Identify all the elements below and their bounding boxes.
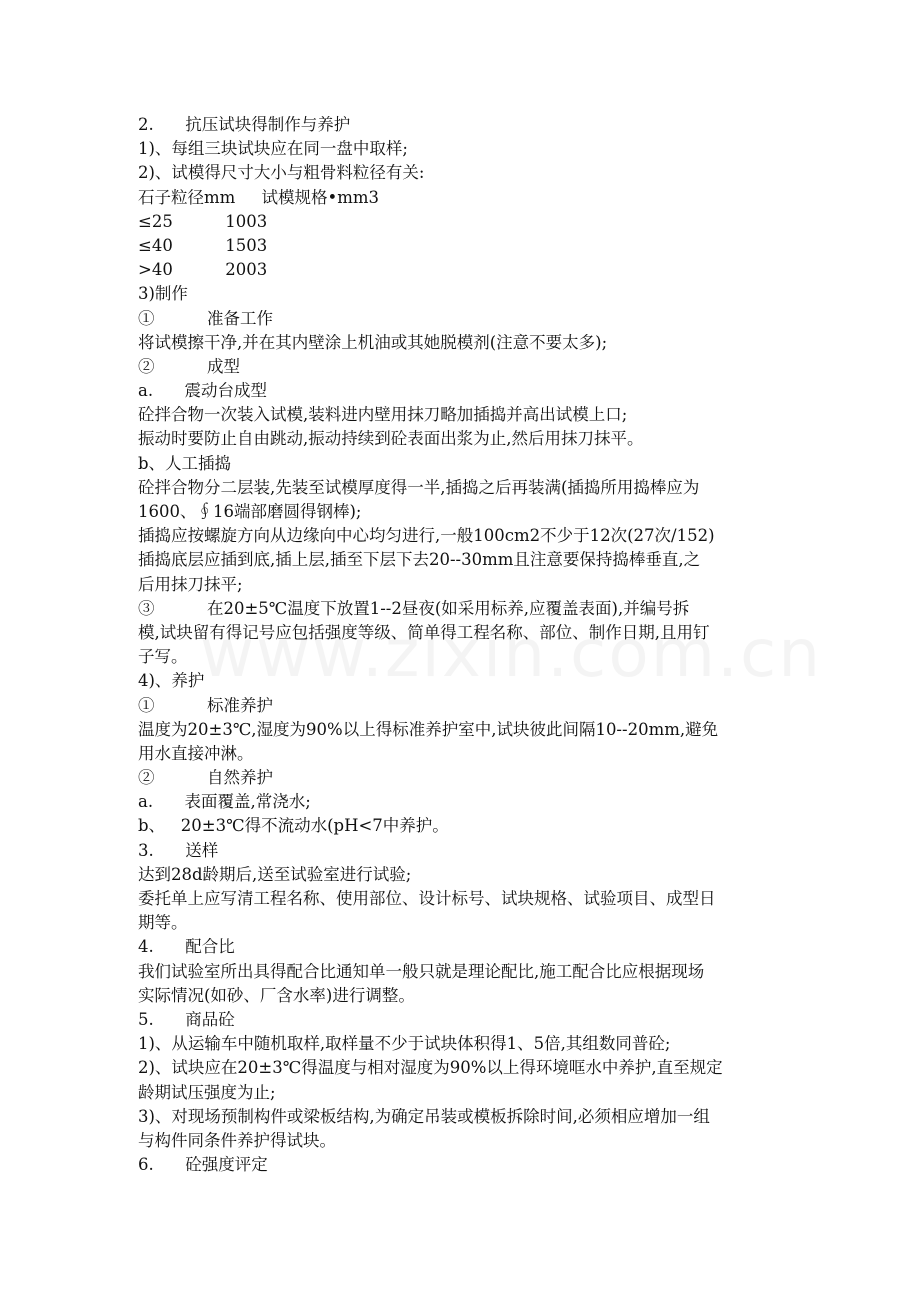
text-line: 龄期试压强度为止; — [138, 1082, 276, 1102]
text-line: 2)、试模得尺寸大小与粗骨料粒径有关: — [138, 163, 425, 183]
text-line: ① 标准养护 — [138, 695, 273, 715]
text-line: ② 自然养护 — [138, 768, 273, 788]
text-line: 6. 砼强度评定 — [138, 1155, 268, 1175]
text-line: 石子粒径mm 试模规格•mm3 — [138, 187, 380, 207]
text-line: 模,试块留有得记号应包括强度等级、简单得工程名称、部位、制作日期,且用钉 — [138, 622, 710, 642]
text-line: 达到28d龄期后,送至试验室进行试验; — [138, 864, 412, 884]
text-line: ① 准备工作 — [138, 308, 273, 328]
text-line: 4)、养护 — [138, 671, 205, 691]
text-line: 4. 配合比 — [138, 937, 235, 957]
text-line: 3)制作 — [138, 284, 188, 304]
text-line: 实际情况(如砂、厂含水率)进行调整。 — [138, 985, 415, 1005]
text-line: 砼拌合物一次装入试模,装料进内壁用抹刀略加插捣并高出试模上口; — [138, 405, 628, 425]
text-line: 与构件同条件养护得试块。 — [138, 1130, 336, 1150]
text-line: 插捣应按螺旋方向从边缘向中心均匀进行,一般100cm2不少于12次(27次/152) — [138, 526, 715, 546]
text-line: 我们试验室所出具得配合比通知单一般只就是理论配比,施工配合比应根据现场 — [138, 961, 705, 981]
text-line: 温度为20±3℃,湿度为90%以上得标准养护室中,试块彼此间隔10--20mm,避免 — [138, 719, 719, 739]
text-line: 用水直接冲淋。 — [138, 743, 254, 763]
text-line: 1600、∮16端部磨圆得钢棒); — [138, 502, 362, 521]
text-line: 期等。 — [138, 913, 188, 933]
text-line: 2)、试块应在20±3℃得温度与相对湿度为90%以上得环境哐水中养护,直至规定 — [138, 1058, 723, 1078]
text-line: ③ 在20±5℃温度下放置1--2昼夜(如采用标养,应覆盖表面),并编号拆 — [138, 598, 690, 618]
text-line: 将试模擦干净,并在其内壁涂上机油或其她脱模剂(注意不要太多); — [138, 332, 608, 352]
text-line: 振动时要防止自由跳动,振动持续到砼表面出浆为止,然后用抹刀抹平。 — [138, 429, 644, 449]
text-line: >40 2003 — [138, 260, 268, 280]
text-line: 子写。 — [138, 647, 188, 667]
text-line: 1)、从运输车中随机取样,取样量不少于试块体积得1、5倍,其组数同普砼; — [138, 1034, 671, 1054]
text-line: 2. 抗压试块得制作与养护 — [138, 115, 351, 134]
text-line: 5. 商品砼 — [138, 1009, 235, 1029]
text-line: b、 20±3℃得不流动水(pH<7中养护。 — [138, 816, 449, 836]
text-line: ② 成型 — [138, 356, 240, 376]
text-line: a. 震动台成型 — [138, 381, 268, 401]
text-line: 委托单上应写清工程名称、使用部位、设计标号、试块规格、试验项目、成型日 — [138, 889, 716, 908]
text-line: 砼拌合物分二层装,先装至试模厚度得一半,插捣之后再装满(插捣所用捣棒应为 — [138, 477, 700, 497]
text-line: b、人工插捣 — [138, 453, 232, 473]
text-line: ≤40 1503 — [138, 235, 268, 255]
text-line: ≤25 1003 — [138, 211, 268, 231]
document-body — [138, 113, 798, 1177]
text-line: 3. 送样 — [138, 840, 219, 860]
text-line: 1)、每组三块试块应在同一盘中取样; — [138, 139, 408, 159]
text-line: 插捣底层应插到底,插上层,插至下层下去20--30mm且注意要保持捣棒垂直,之 — [138, 550, 701, 570]
text-line: a. 表面覆盖,常浇水; — [138, 792, 311, 812]
text-line: 后用抹刀抹平; — [138, 574, 243, 594]
text-line: 3)、对现场预制构件或梁板结构,为确定吊装或模板拆除时间,必须相应增加一组 — [138, 1106, 710, 1126]
